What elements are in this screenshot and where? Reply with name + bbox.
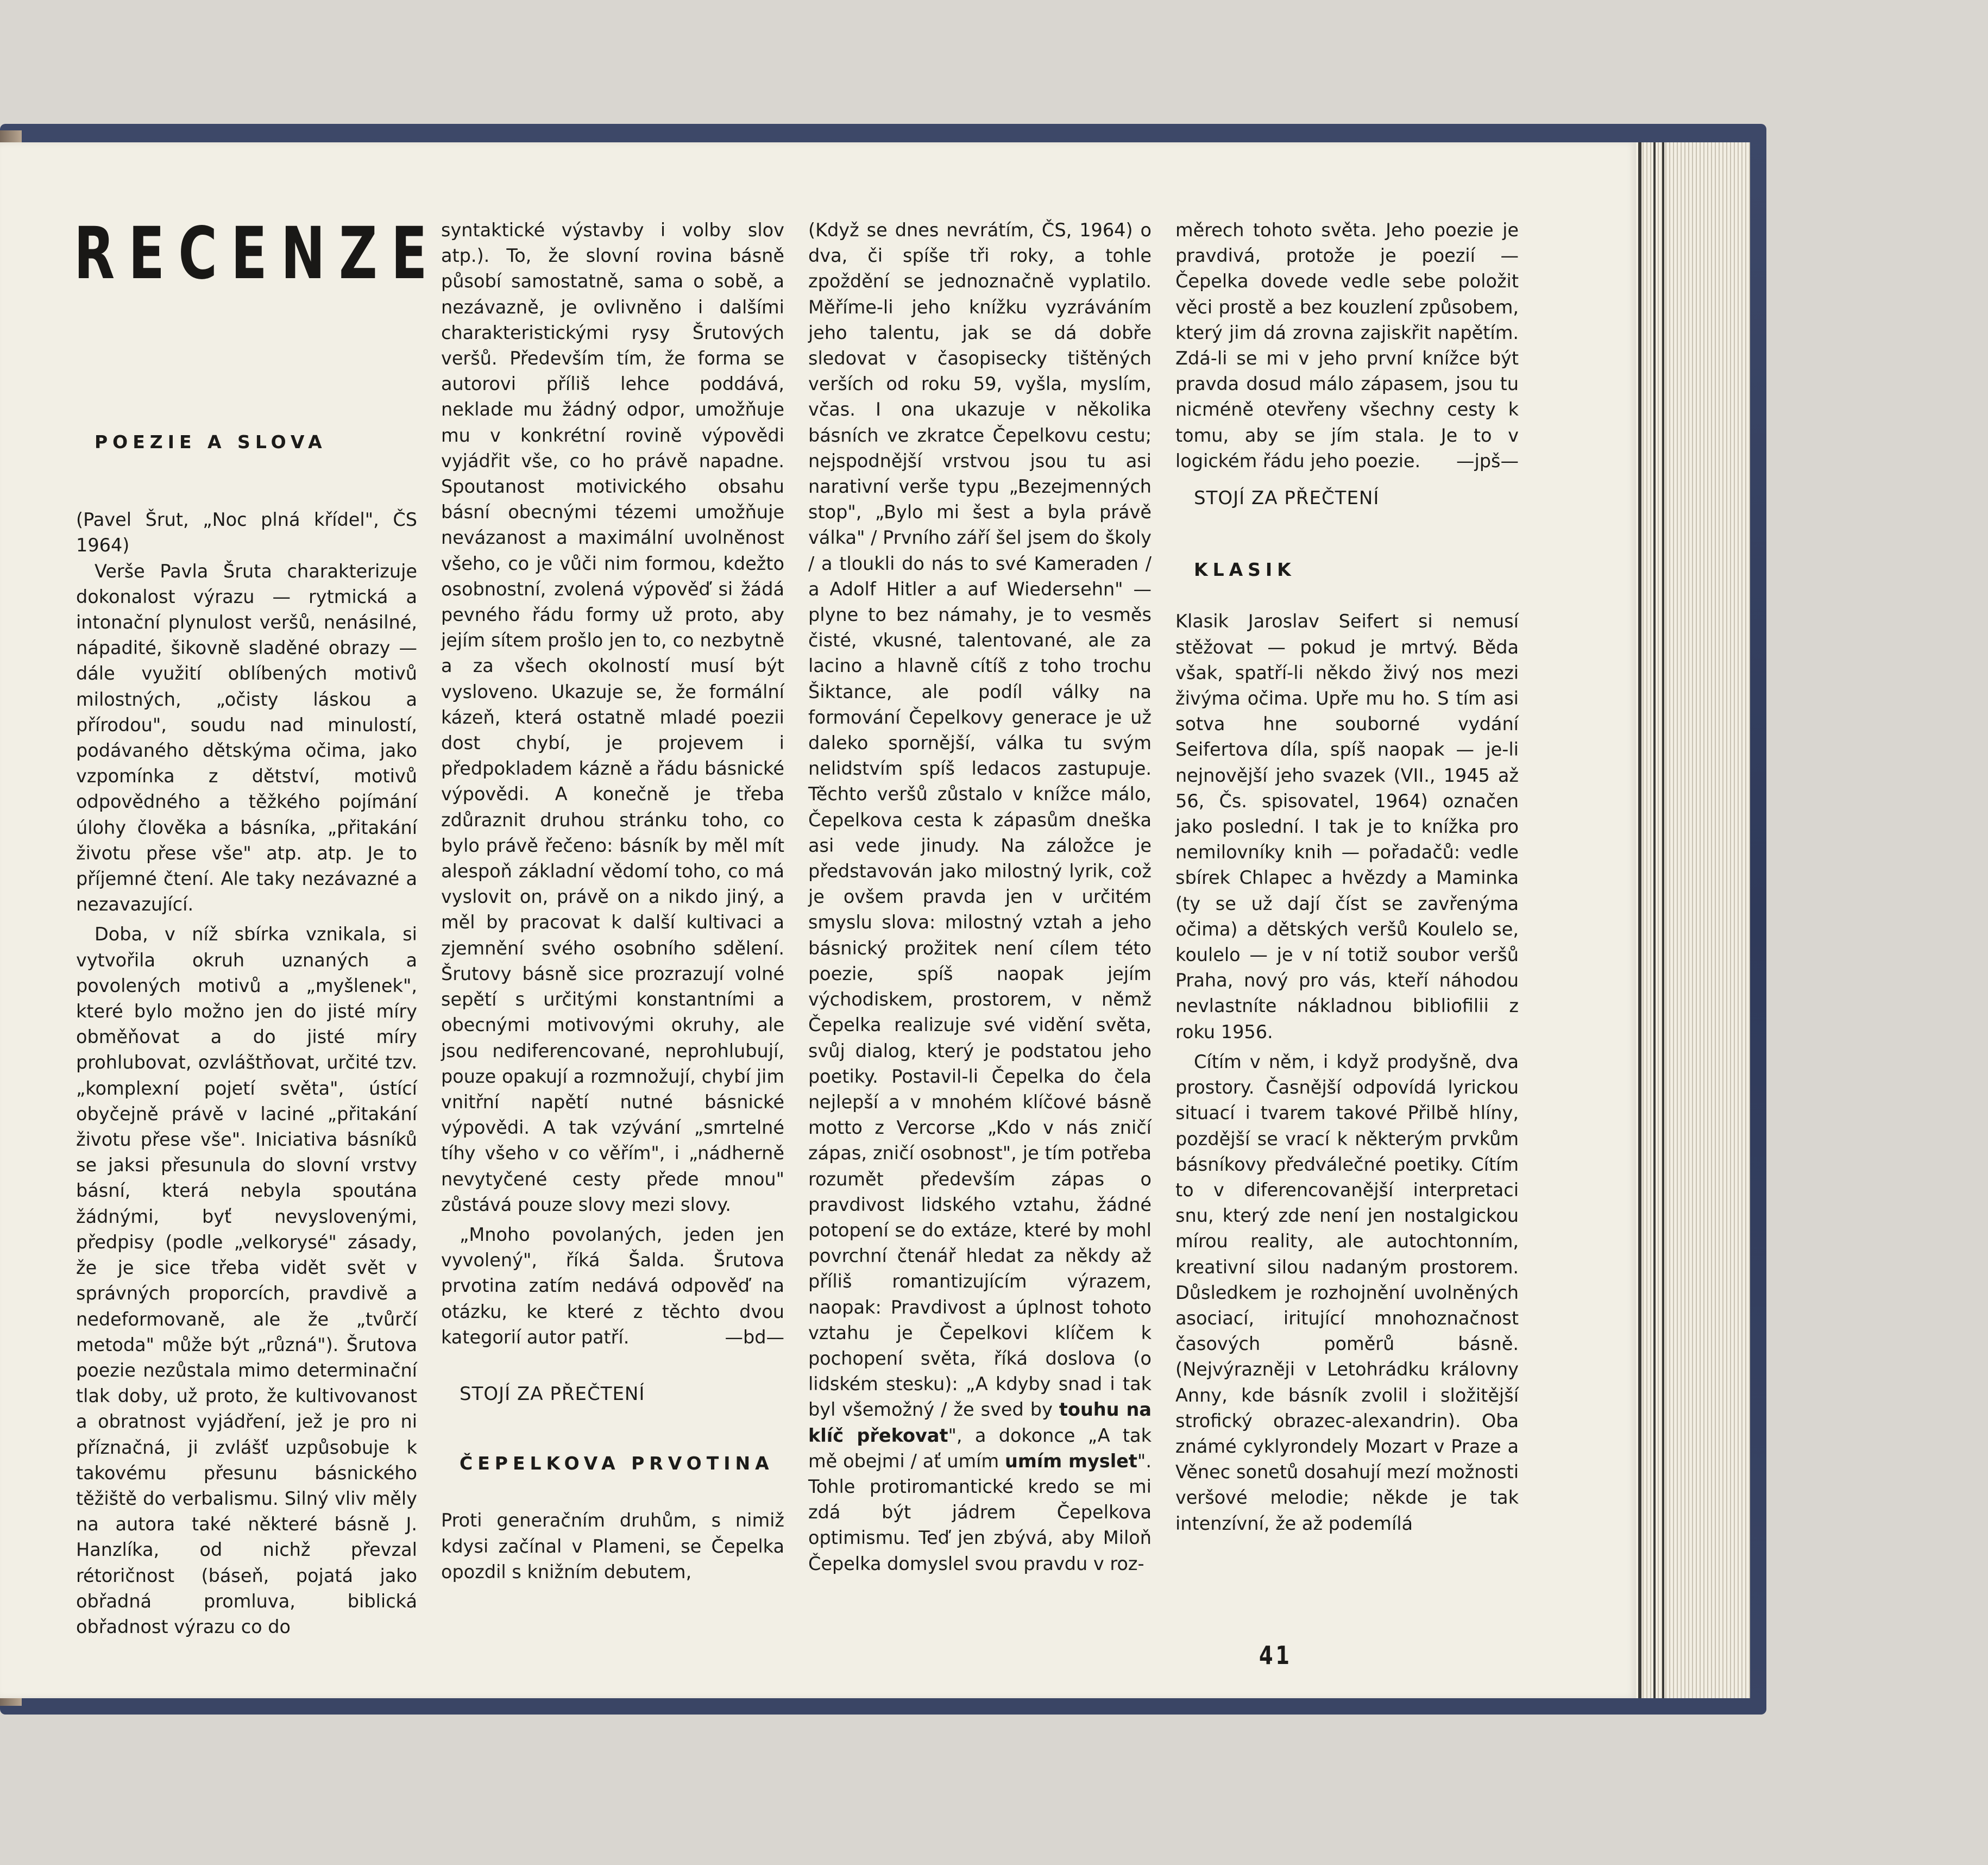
paragraph: Doba, v níž sbírka vznikala, si vytvořila okruh uznaných a povolených motivů a „myšlenek", které bylo možno jen do jisté míry obměňovat a do jisté míry prohlubovat, ozvláštňovat, určité tzv. „komplexní pojetí světa", ústící obyčejně právě v laciné „přitakání životu přese vše". Iniciativa básníků se jaksi přesunula do slovní vrstvy básní, která nebyla spoutána žádnými, byť nevyslovenými, předpisy (podle „velkorysé" zásady, že je sice třeba vidět svět v správných proporcích, pravdivě a nedeformovaně, ale že „tvůrčí metoda" může být „různá"). Šrutova poezie nezůstala mimo determinační tlak doby, už proto, že kultivovanost a obratnost vyjádření, jež je pro ni příznačná, ji zvlášť uzpůsobuje k takovému přesunu básnického těžiště do verbalismu. Silný vliv měly na autora také některé básně J. Hanzlíka, od nichž převzal rétoričnost (báseň, pojatá jako obřadná promluva, biblická obřadnost výrazu co do bbox=[76, 924, 417, 1637]
column-1 bbox=[76, 429, 417, 1640]
author-signature: —bd— bbox=[725, 1326, 784, 1348]
verdict-label: STOJÍ ZA PŘEČTENÍ bbox=[1194, 487, 1380, 510]
page-edge-line bbox=[1638, 142, 1641, 1698]
page-number: 41 bbox=[1259, 1641, 1292, 1670]
paragraph-text: „Mnoho povolaných, jeden jen vyvolený", říká Šalda. Šrutova prvotina zatím nedává odpověď na otázku, ke které z těchto dvou kategorií autor patří. bbox=[441, 1223, 784, 1348]
paragraph: Verše Pavla Šruta charakterizuje dokonalost výrazu — rytmická a intonační plynulost veršů, nenásilné, nápadité, šikovně sladěné obrazy — dále využití oblíbených motivů milostných, „očisty láskou a přírodou", soudu nad minulostí, podávaného dětskýma očima, jako vzpomínka z dětství, motivů odpovědného a těžkého pojímání úlohy člověka a básníka, „přitakání životu přese vše" atp. atp. Je to příjemné čtení. Ale taky nezávazné a nezavazující. bbox=[76, 560, 417, 915]
page-edge-line bbox=[1653, 142, 1656, 1698]
paragraph: Cítím v něm, i když prodyšně, dva prostory. Časnější odpovídá lyrickou situací i tvarem takové Přilbě hlíny, pozdější se vrací k některým prvkům básníkovy předválečné poetiky. Cítím to v diferencovanější interpretaci snu, který zde není jen nostalgickou mírou reality, ale autochtonním, kreativní silou nadaným prostorem. Důsledkem je rozhojnění uvolněných asociací, iritující mnohoznačnost časových poměrů básně. (Nejvýrazněji v Letohrádku královny Anny, kde básník zvolil i složitější strofický obrazec-alexandrin). Oba známé cyklyrondely Mozart v Praze a Věnec sonetů dosahují mezí možnosti veršové melodie; někde je tak intenzívní, že až podemílá bbox=[1175, 1051, 1519, 1534]
column-4 bbox=[1175, 217, 1519, 1536]
paragraph bbox=[1175, 217, 1519, 474]
bold-quote: touhu na klíč překovat bbox=[808, 1399, 1152, 1446]
paragraph: syntaktické výstavby i volby slov atp.). To, že slovní rovina básně působí samostatně, sama o sobě, a nezávazně, je ovlivněno i dalšími charakteristickými rysy Šrutových veršů. Především tím, že forma se autorovi příliš lehce poddává, neklade mu žádný odpor, umožňuje mu v konkrétní rovině výpovědi vyjádřit vše, co ho právě napadne. Spoutanost motivického obsahu básní obecnými tézemi umožňuje nevázanost a maximální uvolněnost všeho, co je vůči nim formou, kdežto osobnostní, zvolená výpověď si žádá pevného řádu formy už proto, aby jejím sítem prošlo jen to, co nezbytně a za všech okolností musí být vysloveno. Ukazuje se, že formální kázeň, která ostatně mladé poezii dost chybí, je projevem i předpokladem kázně a řádu básnické výpovědi. A konečně je třeba zdůraznit druhou stránku toho, co bylo právě řečeno: básník by měl mít alespoň základní vědomí toho, co má vyslovit on, právě on a nikdo jiný, a měl by pracovat k další kultivaci a zjemnění svého osobního sdělení. Šrutovy básně sice prozrazují volné sepětí s určitými konstantními a obecnými motivovými okruhy, ale jsou nediferencované, neprohlubují, pouze opakují a rozmnožují, chybí jim vnitřní napětí nutné básnické výpovědi. A tak vzývání „smrtelné tíhy všeho v co věřím", i „nádherně nevytyčené cesty přede mnou" zůstává pouze slovy mezi slovy. bbox=[441, 219, 784, 1215]
column-3 bbox=[808, 217, 1152, 1577]
paragraph-text: ". Tohle protiromantické kredo se mi zdá být jádrem Čepelkova optimismu. Teď jen zbývá, aby Miloň Čepelka domyslel svou pravdu v roz- bbox=[808, 1450, 1152, 1574]
column-2 bbox=[441, 217, 784, 1585]
paragraph bbox=[441, 1222, 784, 1350]
paragraph: Proti generačním druhům, s nimiž kdysi začínal v Plameni, se Čepelka opozdil s knižním debutem, bbox=[441, 1510, 784, 1583]
verdict-label: STOJÍ ZA PŘEČTENÍ bbox=[460, 1383, 645, 1405]
review-heading: KLASIK bbox=[1194, 559, 1296, 581]
author-signature: —jpš— bbox=[1456, 450, 1519, 472]
review-heading: ČEPELKOVA PRVOTINA bbox=[460, 1453, 774, 1474]
section-masthead: RECENZE bbox=[74, 212, 441, 296]
paragraph bbox=[808, 217, 1152, 1577]
paragraph: Klasik Jaroslav Seifert si nemusí stěžovat — pokud je mrtvý. Běda však, spatří-li někdo živý nos mezi živýma očima. Upře mu ho. S tím asi sotva hne souborné vydání Seifertova díla, spíš naopak — je-li nejnovější jeho svazek (VII., 1945 až 56, Čs. spisovatel, 1964) označen jako poslední. I tak je to knížka pro nemilovníky knih — pořadačů: vedle sbírek Chlapec a hvězdy a Maminka (ty se už dají číst se zavřenýma očima) a dětských veršů Koulelo se, koulelo — je v ní totiž soubor veršů Praha, nový pro vás, kteří náhodou nevlastníte nákladnou bibliofilii z roku 1956. bbox=[1175, 611, 1519, 1043]
bold-quote: umím myslet bbox=[1004, 1450, 1137, 1472]
paragraph-text: ", a dokonce „A tak mě obejmi / ať umím bbox=[808, 1424, 1152, 1472]
review-source: (Pavel Šrut, „Noc plná křídel", ČS 1964) bbox=[76, 509, 417, 556]
review-heading: POEZIE A SLOVA bbox=[95, 431, 327, 453]
paragraph-text: (Když se dnes nevrátím, ČS, 1964) o dva, či spíše tři roky, a tohle zpoždění se jednoznačně vyplatilo. Měříme-li jeho knížku vyzráváním jeho talentu, jak se dá dobře sledovat v časopisecky tištěných verších od roku 59, vyšla, myslím, včas. I ona ukazuje v několika básních ve zkratce Čepelkovu cestu; nejspodnější vrstvou jsou tu asi narativní verše typu „Bezejmenných stop", „Bylo mi šest a byla právě válka" / Prvního září šel jsem do školy / a tloukli do nás to své Kameraden / a Adolf Hitler a auf Wiedersehn" — plyne to bez námahy, je to vesměs čisté, vkusné, talentované, ale za lacino a hlavně cítíš z toho trochu Šiktance, ale podíl války na formování Čepelkovy generace je už daleko spornější, válka tu svým nelidstvím spíš ledacos zastupuje. Těchto veršů zůstalo v knížce málo, Čepelkova cesta k zápasům dneška asi vede jinudy. Na záložce je představován jako milostný lyrik, což je ovšem pravda jen v určitém smyslu slova: milostný vztah a jeho básnický prožitek není cílem této poezie, spíš naopak jejím východiskem, prostorem, v němž Čepelka realizuje své vidění světa, svůj dialog, který je podstatou jeho poetiky. Postavil-li Čepelka do čela nejlepší a v mnohém klíčové básně motto z Vercorse „Kdo v nás zničí zápas, zničí osobnost", je tím potřeba rozumět především zápas o pravdivost lidského vztahu, žádné potopení se do extáze, které by mohl povrchní čtenář hledat za někdy až příliš romantizujícím výrazem, naopak: Pravdivost a úplnost tohoto vztahu je Čepelkovi klíčem k pochopení světa, říká doslova (o lidském stesku): „A kdyby snad i tak byl všemožný / že sved by bbox=[808, 219, 1152, 1421]
paragraph-text: měrech tohoto světa. Jeho poezie je pravdivá, protože je poezií — Čepelka dovede vedle sebe položit věci prostě a bez kouzlení způsobem, který jim dá zrovna zajiskřit napětím. Zdá-li se mi v jeho první knížce být pravda dosud málo zápasem, jsou tu nicméně otevřeny všechny cesty k tomu, aby se jím stala. Je to v logickém řádu jeho poezie. bbox=[1175, 219, 1519, 472]
page-edge-line bbox=[1662, 142, 1664, 1698]
